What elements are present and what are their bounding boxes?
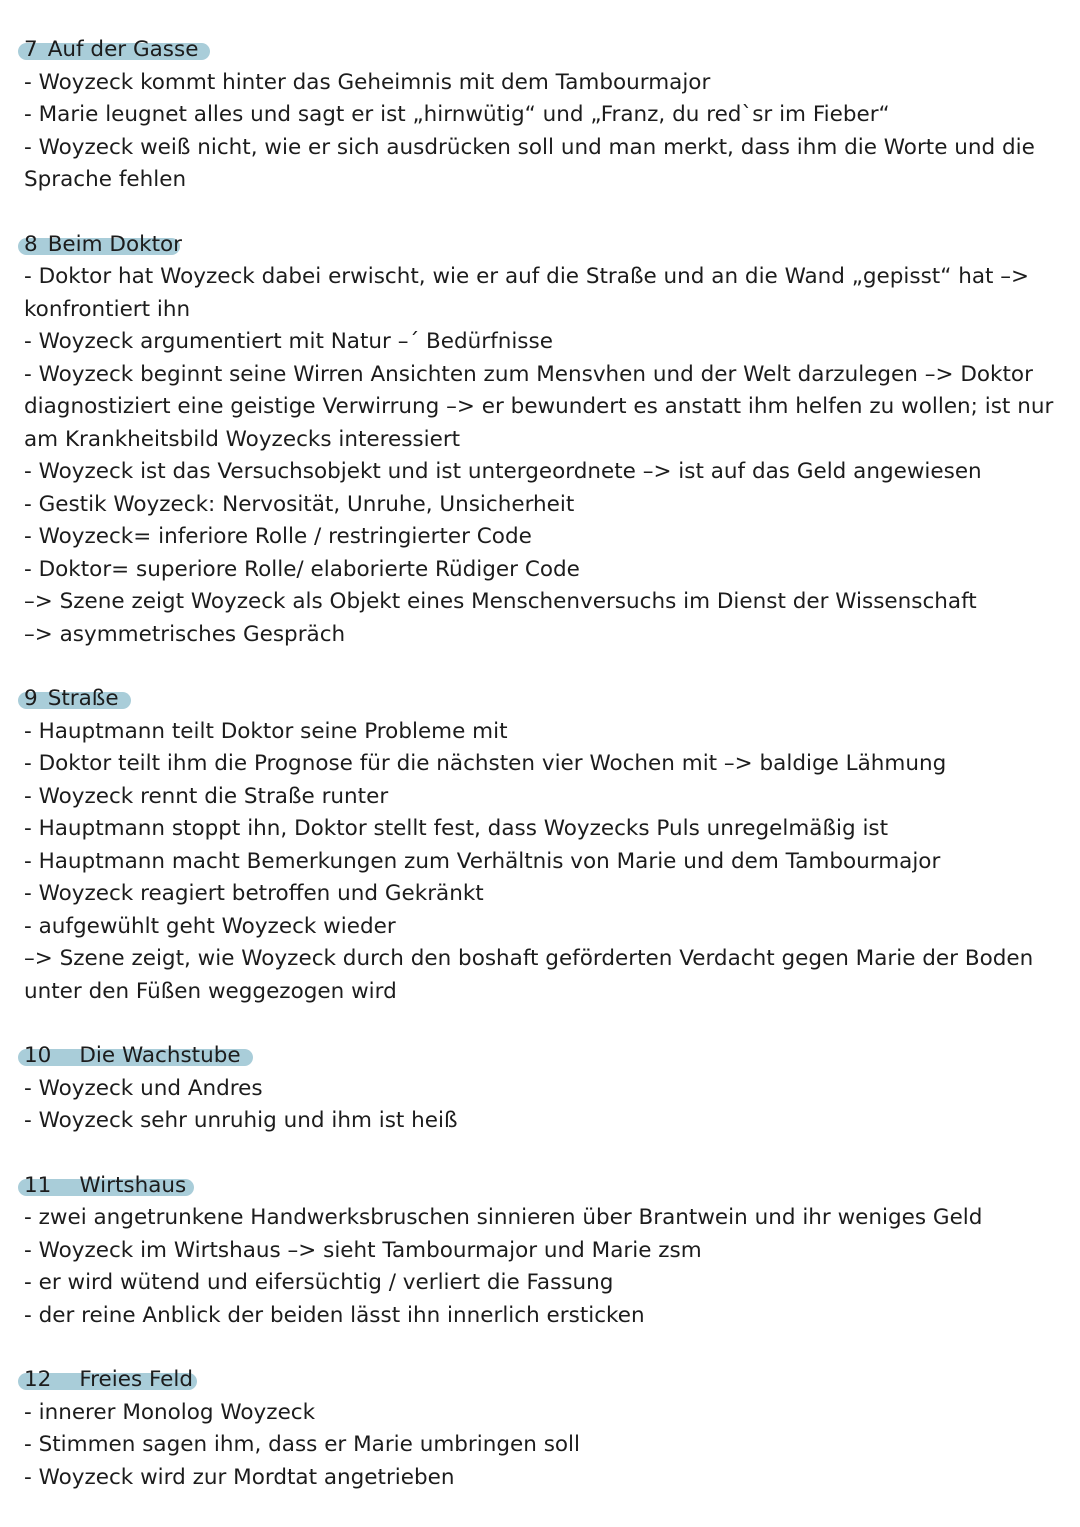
bullet-line: –> Szene zeigt, wie Woyzeck durch den boshaft geförderten Verdacht gegen Marie der Boden unter den Füßen weggezogen wird [24, 946, 1034, 1004]
section-number: 12 [24, 1367, 52, 1392]
section-title: Wirtshaus [79, 1172, 187, 1198]
section-heading [24, 34, 198, 67]
bullet-line: - Woyzeck rennt die Straße runter [24, 783, 389, 809]
section-heading [24, 1364, 193, 1397]
section-number: 11 [24, 1172, 52, 1198]
bullet-line: - Doktor hat Woyzeck dabei erwischt, wie er auf die Straße und an die Wand „gepisst“ hat –> konfrontiert ihn [24, 264, 1030, 322]
section-title: Freies Feld [79, 1367, 194, 1392]
section-12 [24, 1364, 1054, 1494]
bullet-line: - Woyzeck kommt hinter das Geheimnis mit dem Tambourmajor [24, 69, 711, 95]
bullet-line: - Hauptmann macht Bemerkungen zum Verhältnis von Marie und dem Tambourmajor [24, 848, 941, 874]
bullet-line: - er wird wütend und eifersüchtig / verliert die Fassung [24, 1270, 614, 1295]
bullet-line: –> asymmetrisches Gespräch [24, 621, 346, 647]
bullet-line: - Stimmen sagen ihm, dass er Marie umbringen soll [24, 1432, 580, 1457]
bullet-line: - Doktor= superiore Rolle/ elaborierte Rüdiger Code [24, 556, 580, 582]
section-heading [24, 229, 182, 262]
bullet-line: - Woyzeck= inferiore Rolle / restringierter Code [24, 524, 532, 549]
bullet-line: - Gestik Woyzeck: Nervosität, Unruhe, Unsicherheit [24, 491, 575, 517]
section-heading [24, 1170, 186, 1203]
bullet-line: –> Szene zeigt Woyzeck als Objekt eines Menschenversuchs im Dienst der Wissenschaft [24, 589, 977, 614]
section-number: 10 [24, 1043, 52, 1068]
bullet-line: - Woyzeck beginnt seine Wirren Ansichten zum Mensvhen und der Welt darzulegen –> Doktor diagnostiziert eine geistige Verwirrung –> er bewundert es anstatt ihm helfen zu wollen; ist nur am Krankheitsbild Woyzecks interessiert [24, 361, 1054, 452]
bullet-line: - Hauptmann teilt Doktor seine Probleme mit [24, 718, 508, 744]
bullet-line: - Woyzeck weiß nicht, wie er sich ausdrücken soll und man merkt, dass ihm die Worte und die Sprache fehlen [24, 134, 1035, 192]
bullet-line: - der reine Anblick der beiden lässt ihn innerlich ersticken [24, 1302, 645, 1328]
bullet-line: - Hauptmann stoppt ihn, Doktor stellt fest, dass Woyzecks Puls unregelmäßig ist [24, 816, 889, 841]
bullet-line: - Woyzeck argumentiert mit Natur –´ Bedürfnisse [24, 329, 553, 354]
section-7 [24, 34, 1054, 197]
section-number: 7 [24, 37, 38, 62]
section-11 [24, 1170, 1054, 1333]
bullet-line: - aufgewühlt geht Woyzeck wieder [24, 913, 396, 939]
section-title: Beim Doktor [47, 231, 182, 257]
section-number: 9 [24, 686, 38, 711]
bullet-line: - innerer Monolog Woyzeck [24, 1399, 316, 1425]
bullet-line: - Woyzeck und Andres [24, 1075, 263, 1101]
bullet-line: - zwei angetrunkene Handwerksbruschen sinnieren über Brantwein und ihr weniges Geld [24, 1205, 983, 1230]
section-8 [24, 229, 1054, 652]
bullet-line: - Woyzeck sehr unruhig und ihm ist heiß [24, 1108, 458, 1133]
bullet-line: - Woyzeck im Wirtshaus –> sieht Tambourmajor und Marie zsm [24, 1237, 702, 1263]
bullet-line: - Doktor teilt ihm die Prognose für die nächsten vier Wochen mit –> baldige Lähmung [24, 751, 947, 776]
section-9 [24, 683, 1054, 1008]
section-10 [24, 1040, 1054, 1138]
section-number: 8 [24, 231, 38, 257]
section-heading [24, 1040, 241, 1073]
bullet-line: - Woyzeck ist das Versuchsobjekt und ist untergeordnete –> ist auf das Geld angewiesen [24, 459, 982, 484]
section-title: Auf der Gasse [47, 37, 199, 62]
bullet-line: - Marie leugnet alles und sagt er ist „hirnwütig“ und „Franz, du red`sr im Fieber“ [24, 102, 890, 127]
section-title: Straße [47, 686, 119, 711]
document-page [24, 34, 1054, 1526]
section-heading [24, 683, 119, 716]
section-title: Die Wachstube [79, 1043, 241, 1068]
bullet-line: - Woyzeck wird zur Mordtat angetrieben [24, 1464, 455, 1490]
bullet-line: - Woyzeck reagiert betroffen und Gekränkt [24, 881, 484, 906]
